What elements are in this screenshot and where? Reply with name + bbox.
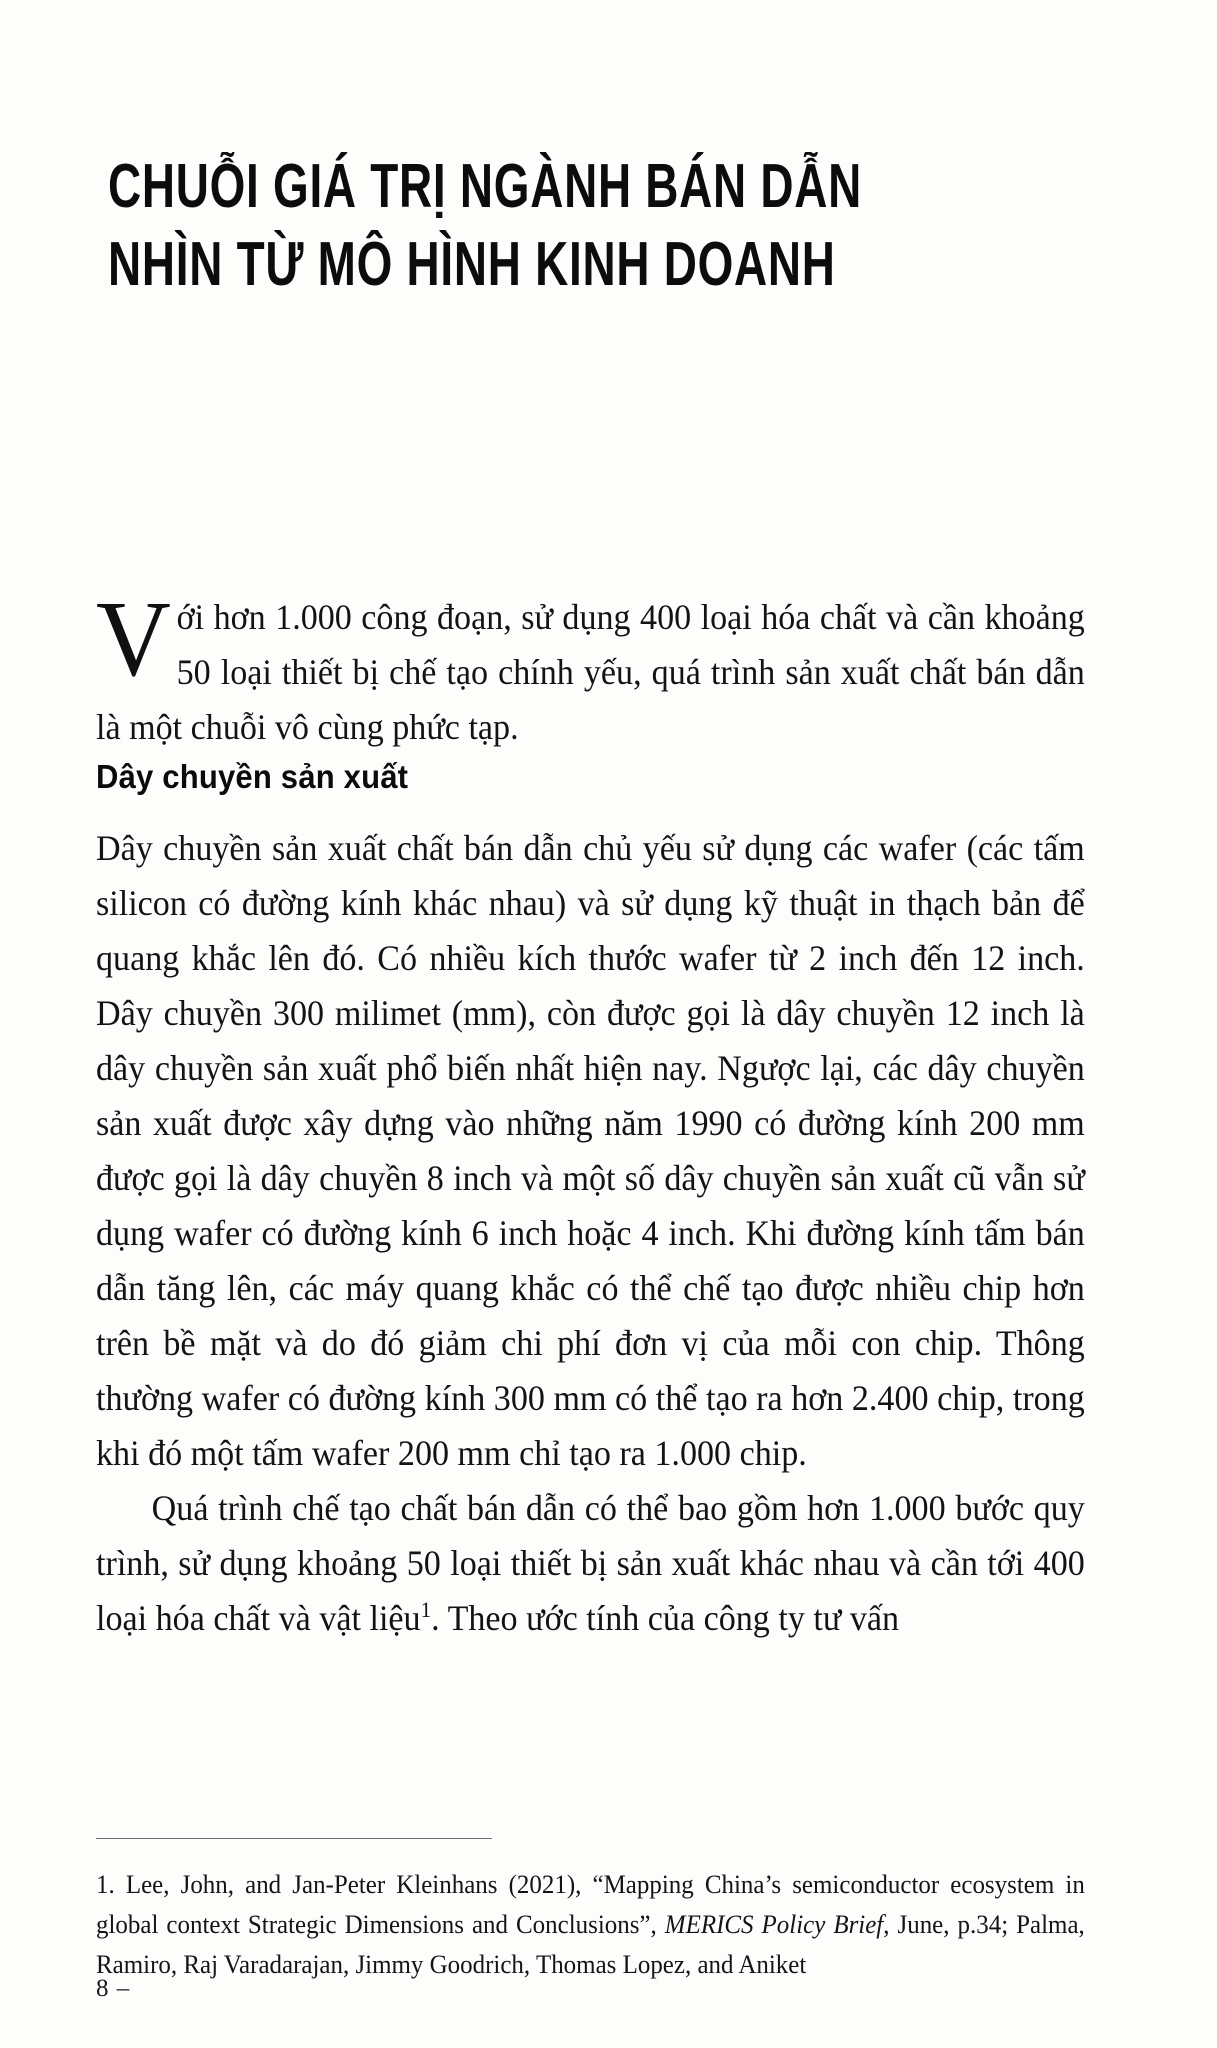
lead-paragraph-text: ới hơn 1.000 công đoạn, sử dụng 400 loại hóa chất và cần khoảng 50 loại thiết bị chế tạo chính yếu, quá trình sản xuất chất bán dẫn là một chuỗi vô cùng phức tạp. xyxy=(96,597,1085,747)
section-paragraph-2 xyxy=(96,1481,1085,1646)
footnote-text-part-2: , June, p.34; Palma, Ramiro, Raj Varadarajan, Jimmy Goodrich, Thomas Lopez, and Aniket xyxy=(96,1910,1085,1979)
footnote-text-part-1: 1. Lee, John, and Jan-Peter Kleinhans (2021), “Mapping China’s semiconductor ecosystem in global context Strategic Dimensions and Conclusions”, xyxy=(96,1870,1085,1939)
footnote-reference-marker: 1 xyxy=(420,1597,432,1623)
chapter-title xyxy=(108,148,1108,304)
section-paragraph-1: Dây chuyền sản xuất chất bán dẫn chủ yếu sử dụng các wafer (các tấm silicon có đường kính khác nhau) và sử dụng kỹ thuật in thạch bản để quang khắc lên đó. Có nhiều kích thước wafer từ 2 inch đến 12 inch. Dây chuyền 300 milimet (mm), còn được gọi là dây chuyền 12 inch là dây chuyền sản xuất phổ biến nhất hiện nay. Ngược lại, các dây chuyền sản xuất được xây dựng vào những năm 1990 có đường kính 200 mm được gọi là dây chuyền 8 inch và một số dây chuyền sản xuất cũ vẫn sử dụng wafer có đường kính 6 inch hoặc 4 inch. Khi đường kính tấm bán dẫn tăng lên, các máy quang khắc có thể chế tạo được nhiều chip hơn trên bề mặt và do đó giảm chi phí đơn vị của mỗi con chip. Thông thường wafer có đường kính 300 mm có thể tạo ra hơn 2.400 chip, trong khi đó một tấm wafer 200 mm chỉ tạo ra 1.000 chip. xyxy=(96,828,1085,1473)
footnote-entry xyxy=(96,1865,1085,1985)
chapter-title-line-1: CHUỖI GIÁ TRỊ NGÀNH BÁN DẪN xyxy=(108,152,863,221)
footnote-publication-title: MERICS Policy Brief xyxy=(664,1910,884,1939)
paragraph-2-text-before-footnote: Quá trình chế tạo chất bán dẫn có thể bao gồm hơn 1.000 bước quy trình, sử dụng khoảng 50 loại thiết bị sản xuất khác nhau và cần tới 400 loại hóa chất và vật liệu xyxy=(96,1488,1085,1638)
footnote-separator-rule xyxy=(96,1838,492,1839)
section-heading: Dây chuyền sản xuất xyxy=(96,758,409,795)
paragraph-2-text-after-footnote: . Theo ước tính của công ty tư vấn xyxy=(431,1598,900,1638)
lead-paragraph xyxy=(96,580,1085,755)
drop-cap: V xyxy=(96,580,171,699)
chapter-title-line-2: NHÌN TỪ MÔ HÌNH KINH DOANH xyxy=(108,230,836,299)
footnote-area xyxy=(96,1838,1126,1985)
body-column xyxy=(96,580,1126,1646)
page-number: 8 – xyxy=(96,1975,131,2002)
